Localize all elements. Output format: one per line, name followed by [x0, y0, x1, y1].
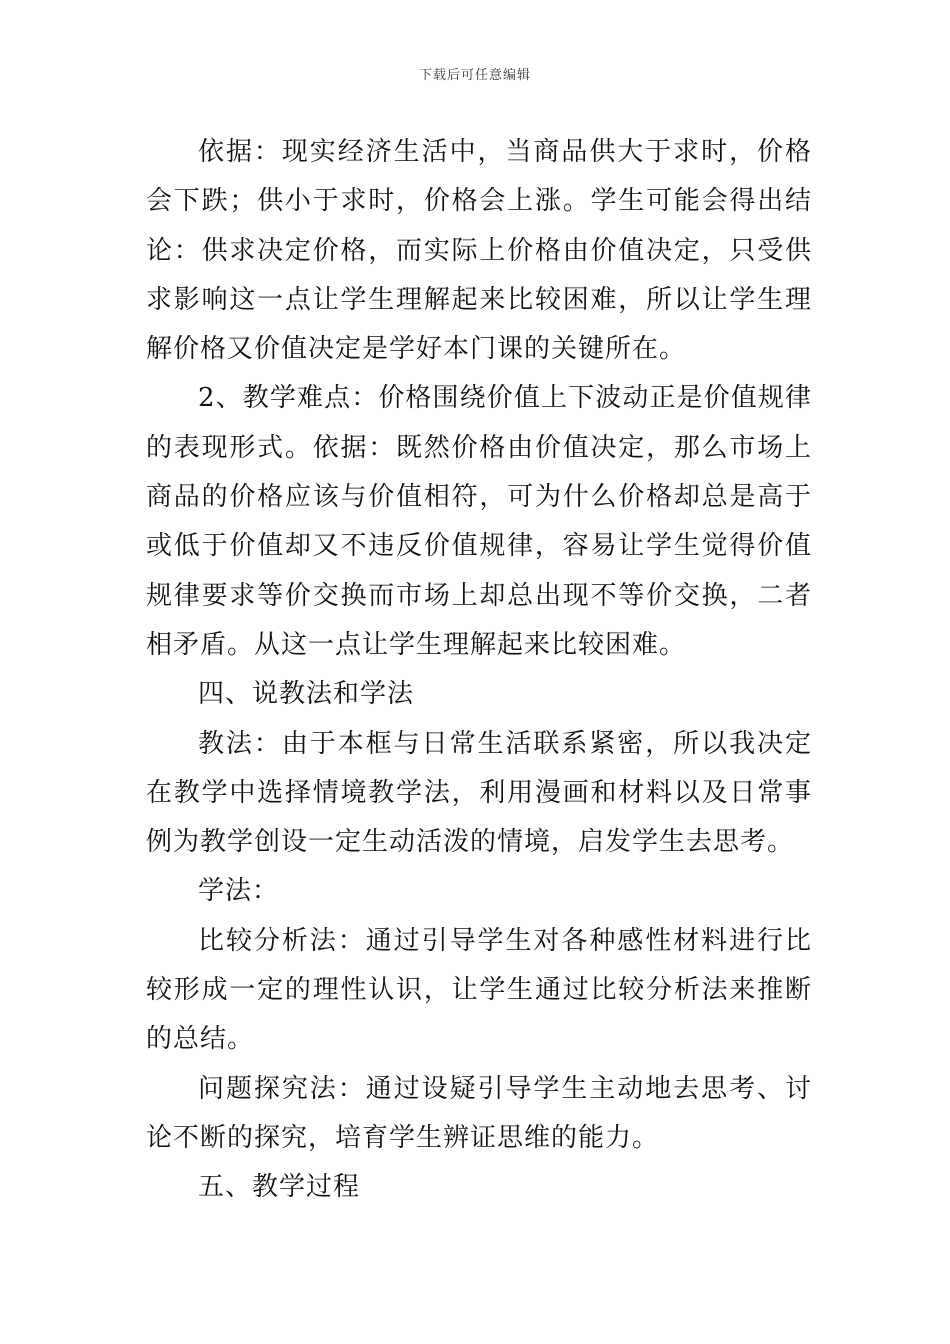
paragraph-teaching-method: 教法：由于本框与日常生活联系紧密，所以我决定在教学中选择情境教学法，利用漫画和材料以及日常事例为教学创设一定生动活泼的情境，启发学生去思考。 — [146, 728, 812, 858]
paragraph-problem-inquiry: 问题探究法：通过设疑引导学生主动地去思考、讨论不断的探究，培育学生辨证思维的能力。 — [146, 1073, 812, 1153]
section-heading-methods: 四、说教法和学法 — [198, 679, 415, 710]
paragraph-learning-method-label: 学法： — [198, 876, 280, 907]
paragraph-comparative-analysis: 比较分析法：通过引导学生对各种感性材料进行比较形成一定的理性认识，让学生通过比较分析法来推断的总结。 — [146, 925, 812, 1055]
document-body — [146, 128, 812, 1213]
section-heading-process: 五、教学过程 — [198, 1172, 361, 1203]
paragraph-basis: 依据：现实经济生活中，当商品供大于求时，价格会下跌；供小于求时，价格会上涨。学生可能会得出结论：供求决定价格，而实际上价格由价值决定，只受供求影响这一点让学生理解起来比较困难，所以让学生理解价格又价值决定是学好本门课的关键所在。 — [146, 137, 812, 365]
page-header: 下载后可任意编辑 — [418, 68, 531, 83]
paragraph-teaching-difficulty: 2、教学难点：价格围绕价值上下波动正是价值规律的表现形式。依据：既然价格由价值决定，那么市场上商品的价格应该与价值相符，可为什么价格却总是高于或低于价值却又不违反价值规律，容易让学生觉得价值规律要求等价交换而市场上却总出现不等价交换，二者相矛盾。从这一点让学生理解起来比较困难。 — [146, 383, 812, 660]
